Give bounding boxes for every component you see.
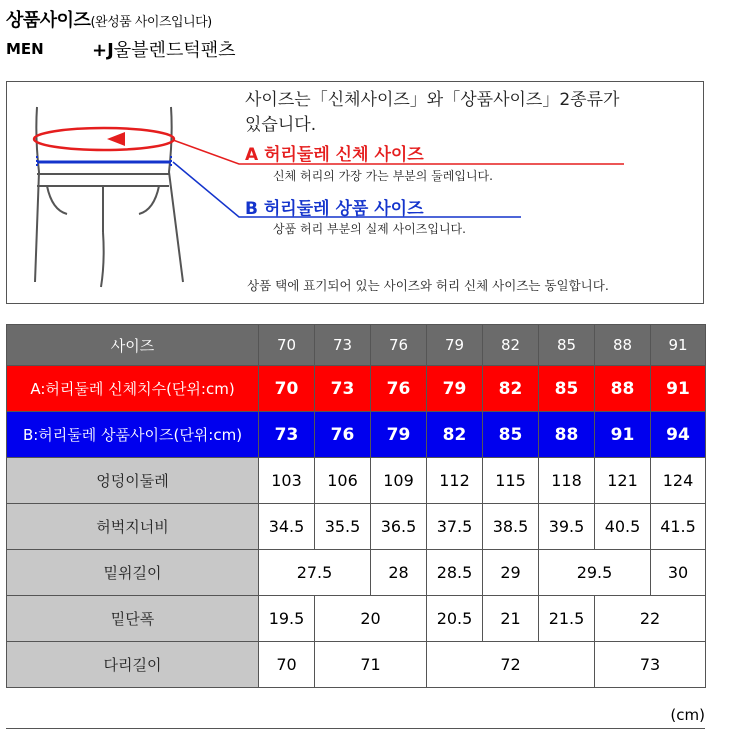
table-cell: 40.5: [595, 504, 651, 550]
table-cell: 121: [595, 458, 651, 504]
size-header-cell: 88: [595, 325, 651, 366]
body-waist-ellipse: [34, 128, 174, 150]
header-label-cell: 사이즈: [7, 325, 259, 366]
table-cell: 73: [259, 412, 315, 458]
table-cell: 29.5: [539, 550, 651, 596]
title-text: 상품사이즈: [6, 10, 91, 31]
table-cell: 21.5: [539, 596, 595, 642]
body-waist-row: [7, 366, 706, 412]
brand-mark: +J: [92, 40, 114, 61]
thigh-row: [7, 504, 706, 550]
size-header-cell: 85: [539, 325, 595, 366]
size-header-cell: 91: [651, 325, 706, 366]
table-header-row: [7, 325, 706, 366]
inseam-line: [101, 232, 104, 287]
table-cell: 36.5: [371, 504, 427, 550]
table-cell: 39.5: [539, 504, 595, 550]
table-cell: 37.5: [427, 504, 483, 550]
product-name: 울블렌드턱팬츠: [113, 40, 236, 61]
size-header-cell: 70: [259, 325, 315, 366]
table-cell: 82: [483, 366, 539, 412]
table-cell: 70: [259, 366, 315, 412]
table-cell: 94: [651, 412, 706, 458]
size-header-cell: 82: [483, 325, 539, 366]
table-cell: 28: [371, 550, 427, 596]
right-pocket: [139, 186, 159, 214]
row-label: 밑위길이: [7, 550, 259, 596]
a-label: A 허리둘레 신체 사이즈: [245, 145, 424, 165]
table-cell: 85: [539, 366, 595, 412]
table-cell: 35.5: [315, 504, 371, 550]
row-label: 밑단폭: [7, 596, 259, 642]
size-note: 상품 택에 표기되어 있는 사이즈와 허리 신체 사이즈는 동일합니다.: [247, 278, 609, 293]
table-cell: 70: [259, 642, 315, 688]
intro-line-1: 사이즈는「신체사이즈」와「상품사이즈」2종류가: [245, 90, 620, 110]
table-cell: 34.5: [259, 504, 315, 550]
b-label: B 허리둘레 상품 사이즈: [245, 199, 424, 219]
hem-row: [7, 596, 706, 642]
product-title: [92, 36, 236, 62]
page-title: [6, 6, 212, 32]
table-cell: 88: [539, 412, 595, 458]
table-cell: 79: [371, 412, 427, 458]
pants-right-outline: [169, 107, 183, 282]
table-cell: 41.5: [651, 504, 706, 550]
size-header-cell: 79: [427, 325, 483, 366]
b-description: 상품 허리 부분의 실제 사이즈입니다.: [273, 222, 466, 236]
table-cell: 30: [651, 550, 706, 596]
table-cell: 115: [483, 458, 539, 504]
product-waist-row: [7, 412, 706, 458]
hip-row: [7, 458, 706, 504]
table-cell: 103: [259, 458, 315, 504]
table-cell: 29: [483, 550, 539, 596]
row-label: B:허리둘레 상품사이즈(단위:cm): [7, 412, 259, 458]
table-cell: 79: [427, 366, 483, 412]
table-cell: 91: [595, 412, 651, 458]
table-cell: 112: [427, 458, 483, 504]
intro-text: [245, 88, 619, 138]
table-cell: 73: [315, 366, 371, 412]
table-cell: 72: [427, 642, 595, 688]
table-cell: 20.5: [427, 596, 483, 642]
table-cell: 109: [371, 458, 427, 504]
size-header-cell: 73: [315, 325, 371, 366]
gender-label: MEN: [6, 40, 44, 58]
table-cell: 21: [483, 596, 539, 642]
table-cell: 82: [427, 412, 483, 458]
left-pocket: [47, 186, 67, 214]
table-cell: 91: [651, 366, 706, 412]
table-cell: 85: [483, 412, 539, 458]
intro-line-2: 있습니다.: [245, 115, 317, 135]
table-cell: 71: [315, 642, 427, 688]
table-cell: 76: [315, 412, 371, 458]
row-label: A:허리둘레 신체치수(단위:cm): [7, 366, 259, 412]
table-cell: 38.5: [483, 504, 539, 550]
row-label: 다리길이: [7, 642, 259, 688]
bottom-divider: [6, 728, 705, 729]
row-label: 허벅지너비: [7, 504, 259, 550]
pants-left-outline: [35, 107, 39, 282]
table-cell: 73: [595, 642, 706, 688]
table-cell: 27.5: [259, 550, 371, 596]
size-header-cell: 76: [371, 325, 427, 366]
title-subtitle: (완성품 사이즈입니다): [90, 15, 212, 30]
row-label: 엉덩이둘레: [7, 458, 259, 504]
table-cell: 124: [651, 458, 706, 504]
rise-row: [7, 550, 706, 596]
a-description: 신체 허리의 가장 가는 부분의 둘레입니다.: [273, 169, 493, 183]
table-cell: 20: [315, 596, 427, 642]
size-guide-illustration: [6, 81, 704, 304]
table-cell: 76: [371, 366, 427, 412]
size-table: [6, 324, 706, 688]
table-cell: 88: [595, 366, 651, 412]
table-cell: 22: [595, 596, 706, 642]
table-cell: 28.5: [427, 550, 483, 596]
red-arrow-head: [107, 132, 125, 146]
table-cell: 106: [315, 458, 371, 504]
table-cell: 19.5: [259, 596, 315, 642]
unit-label: (cm): [670, 706, 705, 724]
inseam-row: [7, 642, 706, 688]
table-cell: 118: [539, 458, 595, 504]
